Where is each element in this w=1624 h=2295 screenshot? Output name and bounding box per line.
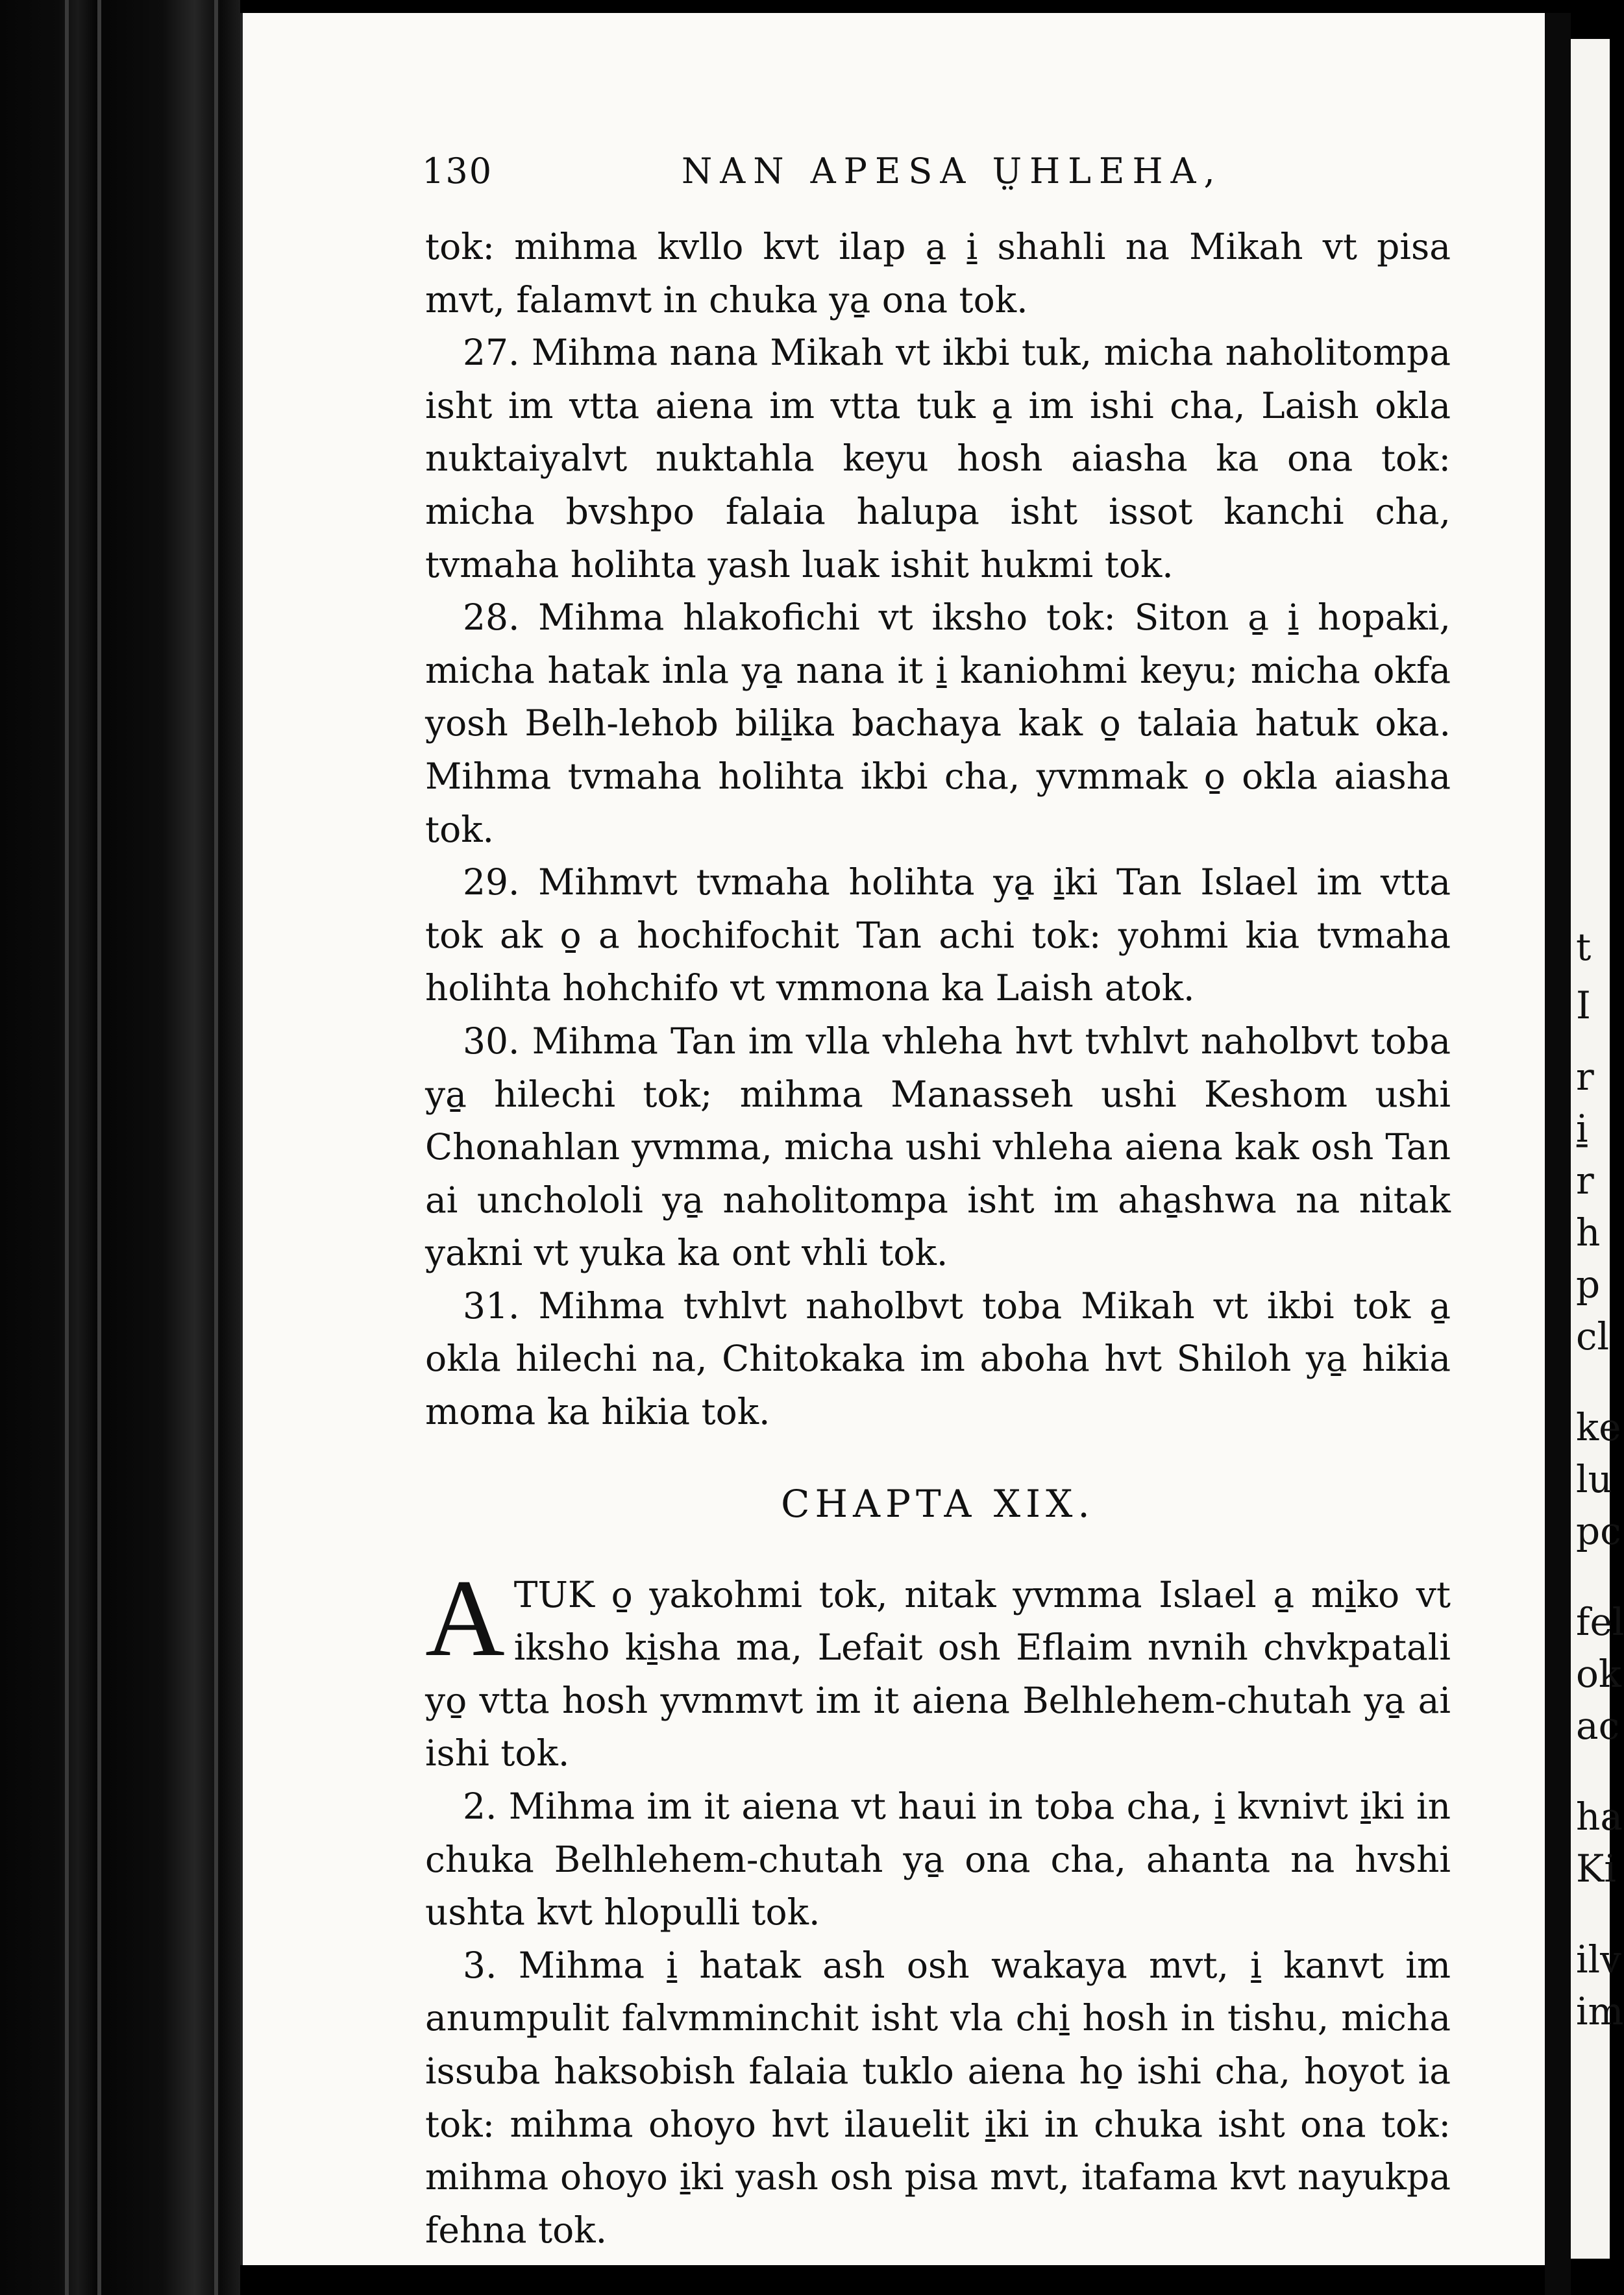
paragraph-continuation: tok: mihma kvllo kvt ilap a̱ i̱ shahli na Mikah vt pisa mvt, falamvt in chuka ya̱ ona tok. [425,226,1451,321]
next-page-fragment: ha [1576,1795,1623,1839]
drop-cap: A [425,1556,505,1679]
next-page-fragment: ok [1576,1652,1622,1696]
page-body [425,221,1451,2257]
next-page-fragment: r [1576,1055,1594,1099]
chapter-opening-paragraph [425,1556,1451,1780]
next-page-fragment: im [1576,1989,1624,2033]
verse-29: 29. Mihmvt tvmaha holihta ya̱ i̱ki Tan Islael im vtta tok ak o̱ a hochifochit Tan achi tok: yohmi kia tvmaha holihta hohchifo vt vmmona ka Laish atok. [425,861,1451,1009]
next-page-fragment: I [1576,983,1591,1027]
next-page-fragment: i̱ [1576,1107,1588,1151]
verse-27: 27. Mihma nana Mikah vt ikbi tuk, micha naholitompa isht im vtta aiena im vtta tuk a̱ im ishi cha, Laish okla nuktaiyalvt nuktahla keyu hosh aiasha ka ona tok: micha bvshpo falaia halupa isht issot kanchi cha, tvmaha holihta yash luak ishit hukmi tok. [425,332,1451,585]
next-page-fragment: ke [1576,1405,1621,1449]
page-gutter [1545,13,1571,2295]
next-page-fragment: ilv [1576,1937,1621,1982]
page-header [422,151,1473,202]
verse-2: 2. Mihma im it aiena vt haui in toba cha, i̱ kvnivt i̱ki in chuka Belhlehem-chutah ya̱ ona cha, ahanta na hvshi ushta kvt hlopulli tok. [425,1786,1451,1933]
book-binding-edge [0,0,240,2295]
opening-text: TUK o̱ yakohmi tok, nitak yvmma Islael a̱ mi̱ko vt iksho ki̱sha ma, Lefait osh Eflaim nvnih chvkpatali yo̱ vtta hosh yvmmvt im it aiena Belhlehem-chutah ya̱ ai ishi tok. [425,1573,1451,1774]
next-page-fragment: p [1576,1262,1601,1307]
page-number: 130 [422,151,493,191]
verse-28: 28. Mihma hlakofichi vt iksho tok: Siton a̱ i̱ hopaki, micha hatak inla ya̱ nana it i̱ kaniohmi keyu; micha okfa yosh Belh-lehob bili̱ka bachaya kak o̱ talaia hatuk oka. Mihma tvmaha holihta ikbi cha, yvmmak o̱ okla aiasha tok. [425,596,1451,850]
verse-31: 31. Mihma tvhlvt naholbvt toba Mikah vt ikbi tok a̱ okla hilechi na, Chitokaka im aboha hvt Shiloh ya̱ hikia moma ka hikia tok. [425,1284,1451,1433]
next-page-fragment: cl [1576,1314,1610,1358]
chapter-heading: CHAPTA XIX. [781,1481,1095,1526]
binding-strip [65,0,69,2295]
running-title: NAN APESA ṲHLEHA, [682,151,1223,191]
next-page-fragment: lu [1576,1457,1612,1501]
next-page-fragment: Ki [1576,1847,1616,1891]
next-page-fragment: pc [1576,1509,1621,1553]
next-page-fragment: h [1576,1210,1601,1255]
verse-30: 30. Mihma Tan im vlla vhleha hvt tvhlvt naholbvt toba ya̱ hilechi tok; mihma Manasseh ushi Keshom ushi Chonahlan yvmma, micha ushi vhleha aiena kak osh Tan ai unchololi ya̱ naholitompa isht im aha̱shwa na nitak yakni vt yuka ka ont vhli tok. [425,1020,1451,1274]
next-page-edge [1571,39,1624,2259]
next-page-fragment: r [1576,1159,1594,1203]
binding-strip [214,0,218,2295]
verse-3: 3. Mihma i̱ hatak ash osh wakaya mvt, i̱ kanvt im anumpulit falvmminchit isht vla chi̱ hosh in tishu, micha issuba haksobish falaia tuklo aiena ho̱ ishi cha, hoyot ia tok: mihma ohoyo hvt ilauelit i̱ki in chuka isht ona tok: mihma ohoyo i̱ki yash osh pisa mvt, itafama kvt nayukpa fehna tok. [425,1944,1451,2251]
next-page-fragment: t [1576,925,1592,969]
next-page-fragment: fel [1576,1600,1624,1644]
next-page-fragment: ac [1576,1704,1620,1748]
binding-strip [97,0,101,2295]
